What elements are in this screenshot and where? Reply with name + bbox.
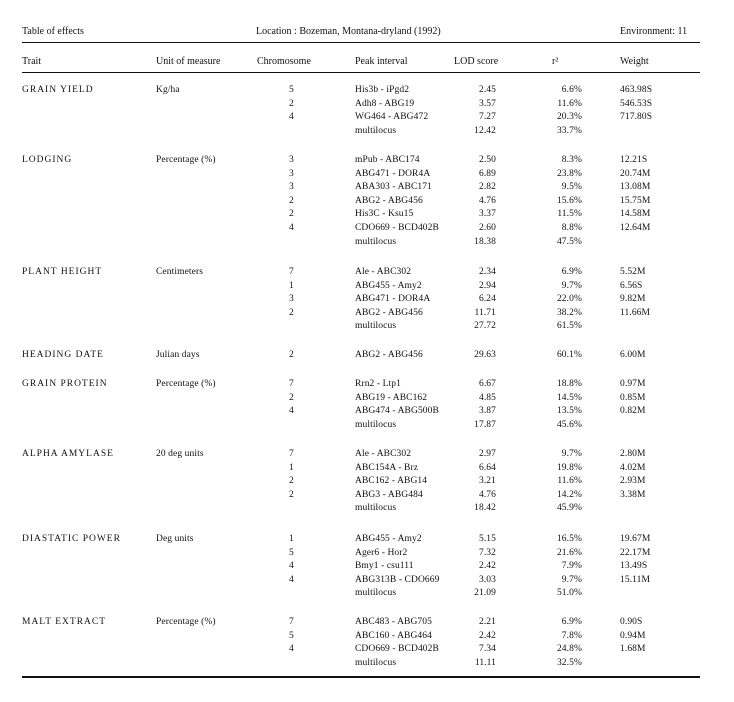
weight-cell: 11.66M xyxy=(620,307,651,318)
lod-score-cell: 2.94 xyxy=(478,280,496,291)
weight-cell: 15.75M xyxy=(620,195,651,206)
peak-interval-cell: multilocus xyxy=(355,236,397,247)
r-squared-cell: 38.2% xyxy=(556,307,582,318)
lod-score-cell: 2.60 xyxy=(478,223,496,233)
chromosome-cell: 2 xyxy=(289,98,294,109)
weight-cell: 4.02M xyxy=(620,462,646,473)
chromosome-cell: 3 xyxy=(289,182,294,193)
chromosome-cell: 1 xyxy=(289,280,294,291)
weight-cell: 9.82M xyxy=(620,294,646,305)
col-unit: Unit of measure xyxy=(156,56,221,67)
lod-score-cell: 7.32 xyxy=(478,547,496,558)
lod-score-cell: 29.63 xyxy=(474,350,496,360)
lod-score-cell: 2.50 xyxy=(478,155,496,165)
chromosome-cell: 5 xyxy=(289,630,294,641)
weight-cell: 0.97M xyxy=(620,379,646,389)
lod-score-cell: 3.87 xyxy=(478,406,496,417)
peak-interval-cell: Rrn2 - Ltp1 xyxy=(355,379,401,389)
r-squared-cell: 19.8% xyxy=(556,462,582,473)
r-squared-cell: 6.9% xyxy=(561,267,582,277)
location-label: Location : Bozeman, Montana-dryland (1992) xyxy=(256,26,441,37)
chromosome-cell: 4 xyxy=(289,406,294,417)
r-squared-cell: 7.9% xyxy=(561,561,582,572)
chromosome-cell: 3 xyxy=(289,155,294,165)
lod-score-cell: 2.34 xyxy=(478,267,496,277)
r-squared-cell: 24.8% xyxy=(556,644,582,655)
weight-cell: 14.58M xyxy=(620,209,651,220)
r-squared-cell: 6.6% xyxy=(561,85,582,95)
lod-score-cell: 7.27 xyxy=(478,112,496,123)
peak-interval-cell: ABG2 - ABG456 xyxy=(355,350,423,360)
r-squared-cell: 60.1% xyxy=(556,350,582,360)
peak-interval-cell: ABG455 - Amy2 xyxy=(355,534,422,544)
peak-interval-cell: Bmy1 - csu111 xyxy=(355,561,414,572)
weight-cell: 20.74M xyxy=(620,168,651,179)
r-squared-cell: 15.6% xyxy=(556,195,582,206)
r-squared-cell: 8.3% xyxy=(561,155,582,165)
peak-interval-cell: ABC154A - Brz xyxy=(355,462,419,473)
peak-interval-cell: ABC162 - ABG14 xyxy=(355,476,428,487)
r-squared-cell: 47.5% xyxy=(556,236,582,247)
weight-cell: 3.38M xyxy=(620,489,646,500)
chromosome-cell: 4 xyxy=(289,561,294,572)
unit-of-measure: Percentage (%) xyxy=(156,379,216,389)
lod-score-cell: 3.21 xyxy=(478,476,496,487)
chromosome-cell: 7 xyxy=(289,267,294,277)
r-squared-cell: 33.7% xyxy=(556,125,582,136)
r-squared-cell: 21.6% xyxy=(556,547,582,558)
trait-name: ALPHA AMYLASE xyxy=(22,449,114,459)
col-r-squared: r² xyxy=(552,56,559,67)
peak-interval-cell: ABG2 - ABG456 xyxy=(355,307,423,318)
table-rule-bottom xyxy=(22,676,700,678)
lod-score-cell: 6.24 xyxy=(478,294,496,305)
lod-score-cell: 2.42 xyxy=(478,561,496,572)
chromosome-cell: 2 xyxy=(289,209,294,220)
chromosome-cell: 2 xyxy=(289,392,294,403)
trait-name: GRAIN YIELD xyxy=(22,85,94,95)
lod-score-cell: 4.76 xyxy=(478,195,496,206)
weight-cell: 13.49S xyxy=(620,561,648,572)
chromosome-cell: 3 xyxy=(289,168,294,179)
peak-interval-cell: ABC483 - ABG705 xyxy=(355,617,432,627)
trait-name: MALT EXTRACT xyxy=(22,617,107,627)
lod-score-cell: 6.67 xyxy=(478,379,496,389)
peak-interval-cell: Adh8 - ABG19 xyxy=(355,98,415,109)
weight-cell: 22.17M xyxy=(620,547,651,558)
chromosome-cell: 7 xyxy=(289,617,294,627)
trait-name: LODGING xyxy=(22,155,73,165)
peak-interval-cell: CDO669 - BCD402B xyxy=(355,223,439,233)
peak-interval-cell: ABG2 - ABG456 xyxy=(355,195,423,206)
r-squared-cell: 45.9% xyxy=(556,503,582,514)
peak-interval-cell: CDO669 - BCD402B xyxy=(355,644,439,655)
table-title: Table of effects xyxy=(22,26,84,37)
col-peak-interval: Peak interval xyxy=(355,56,408,67)
r-squared-cell: 45.6% xyxy=(556,419,582,430)
chromosome-cell: 2 xyxy=(289,476,294,487)
peak-interval-cell: Ale - ABC302 xyxy=(355,449,412,459)
peak-interval-cell: multilocus xyxy=(355,503,397,514)
peak-interval-cell: ABG471 - DOR4A xyxy=(355,168,431,179)
r-squared-cell: 23.8% xyxy=(556,168,582,179)
lod-score-cell: 11.11 xyxy=(474,657,496,668)
r-squared-cell: 61.5% xyxy=(556,321,582,332)
trait-name: GRAIN PROTEIN xyxy=(22,379,108,389)
header-rule-bottom xyxy=(22,72,700,73)
chromosome-cell: 4 xyxy=(289,644,294,655)
weight-cell: 12.21S xyxy=(620,155,648,165)
weight-cell: 1.68M xyxy=(620,644,646,655)
weight-cell: 0.94M xyxy=(620,630,646,641)
unit-of-measure: Percentage (%) xyxy=(156,617,216,627)
weight-cell: 2.80M xyxy=(620,449,646,459)
chromosome-cell: 2 xyxy=(289,307,294,318)
lod-score-cell: 21.09 xyxy=(474,588,496,599)
r-squared-cell: 6.9% xyxy=(561,617,582,627)
unit-of-measure: Kg/ha xyxy=(156,85,180,95)
unit-of-measure: Deg units xyxy=(156,534,194,544)
lod-score-cell: 2.97 xyxy=(478,449,496,459)
weight-cell: 0.82M xyxy=(620,406,646,417)
peak-interval-cell: multilocus xyxy=(355,588,397,599)
r-squared-cell: 7.8% xyxy=(561,630,582,641)
lod-score-cell: 27.72 xyxy=(474,321,496,332)
unit-of-measure: Centimeters xyxy=(156,267,204,277)
r-squared-cell: 16.5% xyxy=(556,534,582,544)
r-squared-cell: 14.5% xyxy=(556,392,582,403)
r-squared-cell: 32.5% xyxy=(556,657,582,668)
environment-label: Environment: 11 xyxy=(620,26,688,37)
chromosome-cell: 4 xyxy=(289,574,294,585)
peak-interval-cell: ABG313B - CDO669 xyxy=(355,574,440,585)
peak-interval-cell: ABG474 - ABG500B xyxy=(355,406,439,417)
chromosome-cell: 5 xyxy=(289,547,294,558)
peak-interval-cell: ABA303 - ABC171 xyxy=(355,182,432,193)
r-squared-cell: 9.7% xyxy=(561,280,582,291)
r-squared-cell: 11.6% xyxy=(557,476,582,487)
lod-score-cell: 5.15 xyxy=(478,534,496,544)
weight-cell: 13.08M xyxy=(620,182,651,193)
r-squared-cell: 14.2% xyxy=(556,489,582,500)
r-squared-cell: 9.5% xyxy=(561,182,582,193)
r-squared-cell: 9.7% xyxy=(561,449,582,459)
lod-score-cell: 6.64 xyxy=(478,462,496,473)
weight-cell: 15.11M xyxy=(620,574,651,585)
r-squared-cell: 22.0% xyxy=(556,294,582,305)
peak-interval-cell: WG464 - ABG472 xyxy=(355,112,429,123)
peak-interval-cell: ABG3 - ABG484 xyxy=(355,489,423,500)
r-squared-cell: 9.7% xyxy=(561,574,582,585)
chromosome-cell: 7 xyxy=(289,449,294,459)
lod-score-cell: 18.42 xyxy=(474,503,496,514)
lod-score-cell: 17.87 xyxy=(474,419,496,430)
lod-score-cell: 2.45 xyxy=(478,85,496,95)
peak-interval-cell: mPub - ABC174 xyxy=(355,155,420,165)
weight-cell: 0.90S xyxy=(620,617,643,627)
peak-interval-cell: multilocus xyxy=(355,125,397,136)
trait-name: PLANT HEIGHT xyxy=(22,267,103,277)
weight-cell: 19.67M xyxy=(620,534,651,544)
trait-name: HEADING DATE xyxy=(22,350,104,360)
peak-interval-cell: ABC160 - ABG464 xyxy=(355,630,432,641)
peak-interval-cell: ABG455 - Amy2 xyxy=(355,280,422,291)
lod-score-cell: 3.57 xyxy=(478,98,496,109)
lod-score-cell: 3.37 xyxy=(478,209,496,220)
chromosome-cell: 5 xyxy=(289,85,294,95)
r-squared-cell: 11.6% xyxy=(557,98,582,109)
peak-interval-cell: Ale - ABC302 xyxy=(355,267,412,277)
peak-interval-cell: ABG19 - ABC162 xyxy=(355,392,428,403)
weight-cell: 12.64M xyxy=(620,223,651,233)
lod-score-cell: 3.03 xyxy=(478,574,496,585)
weight-cell: 6.00M xyxy=(620,350,646,360)
r-squared-cell: 51.0% xyxy=(556,588,582,599)
r-squared-cell: 13.5% xyxy=(556,406,582,417)
r-squared-cell: 18.8% xyxy=(556,379,582,389)
weight-cell: 6.56S xyxy=(620,280,643,291)
peak-interval-cell: multilocus xyxy=(355,657,397,668)
trait-name: DIASTATIC POWER xyxy=(22,534,121,544)
weight-cell: 546.53S xyxy=(620,98,653,109)
lod-score-cell: 12.42 xyxy=(474,125,496,136)
peak-interval-cell: ABG471 - DOR4A xyxy=(355,294,431,305)
col-lod-score: LOD score xyxy=(454,56,499,67)
unit-of-measure: 20 deg units xyxy=(156,449,204,459)
r-squared-cell: 20.3% xyxy=(556,112,582,123)
unit-of-measure: Julian days xyxy=(156,350,200,360)
chromosome-cell: 4 xyxy=(289,223,294,233)
chromosome-cell: 3 xyxy=(289,294,294,305)
r-squared-cell: 8.8% xyxy=(561,223,582,233)
peak-interval-cell: multilocus xyxy=(355,419,397,430)
lod-score-cell: 4.85 xyxy=(478,392,496,403)
peak-interval-cell: Ager6 - Hor2 xyxy=(355,547,408,558)
peak-interval-cell: His3b - iPgd2 xyxy=(355,85,410,95)
col-weight: Weight xyxy=(620,56,649,67)
lod-score-cell: 2.21 xyxy=(478,617,496,627)
chromosome-cell: 2 xyxy=(289,195,294,206)
chromosome-cell: 1 xyxy=(289,534,294,544)
chromosome-cell: 1 xyxy=(289,462,294,473)
peak-interval-cell: His3C - Ksu15 xyxy=(355,209,414,220)
lod-score-cell: 2.82 xyxy=(478,182,496,193)
chromosome-cell: 2 xyxy=(289,489,294,500)
lod-score-cell: 4.76 xyxy=(478,489,496,500)
weight-cell: 2.93M xyxy=(620,476,646,487)
weight-cell: 0.85M xyxy=(620,392,646,403)
weight-cell: 5.52M xyxy=(620,267,646,277)
chromosome-cell: 7 xyxy=(289,379,294,389)
lod-score-cell: 7.34 xyxy=(478,644,496,655)
col-trait: Trait xyxy=(22,56,42,67)
lod-score-cell: 2.42 xyxy=(478,630,496,641)
r-squared-cell: 11.5% xyxy=(557,209,582,220)
lod-score-cell: 18.38 xyxy=(474,236,496,247)
col-chromosome: Chromosome xyxy=(257,56,311,67)
weight-cell: 717.80S xyxy=(620,112,653,123)
header-rule-top xyxy=(22,42,700,43)
lod-score-cell: 11.71 xyxy=(474,307,496,318)
chromosome-cell: 4 xyxy=(289,112,294,123)
weight-cell: 463.98S xyxy=(620,85,653,95)
chromosome-cell: 2 xyxy=(289,350,294,360)
peak-interval-cell: multilocus xyxy=(355,321,397,332)
lod-score-cell: 6.89 xyxy=(478,168,496,179)
unit-of-measure: Percentage (%) xyxy=(156,155,216,165)
